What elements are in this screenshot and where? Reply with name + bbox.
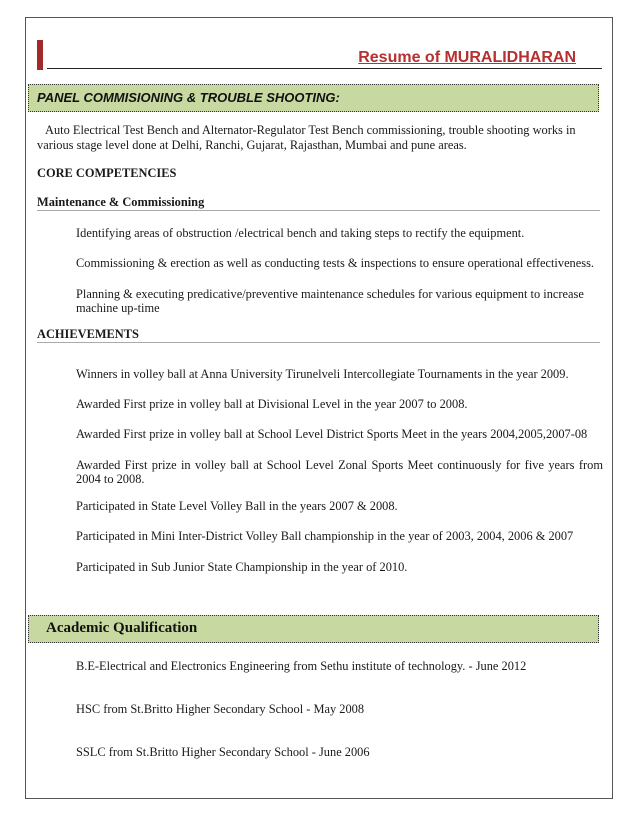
list-item xyxy=(58,560,603,574)
header-accent-bar xyxy=(37,40,43,70)
list-item-text: Commissioning & erection as well as conducting tests & inspections to ensure operational effectiveness. xyxy=(76,256,594,270)
achievements-divider xyxy=(37,342,600,343)
list-item-text: Planning & executing predicative/preventive maintenance schedules for various equipment to increase machine up-time xyxy=(76,287,584,315)
academic-section-band xyxy=(28,615,599,643)
list-item xyxy=(58,529,603,543)
list-item-text: Identifying areas of obstruction /electrical bench and taking steps to rectify the equipment. xyxy=(76,226,525,240)
core-divider xyxy=(37,210,600,211)
panel-section-band xyxy=(28,84,599,112)
list-item-text: HSC from St.Britto Higher Secondary School - May 2008 xyxy=(76,702,365,716)
achievements-heading: ACHIEVEMENTS xyxy=(37,327,139,341)
list-item-text: Awarded First prize in volley ball at School Level Zonal Sports Meet continuously for five years from 2004 to 2008. xyxy=(76,458,603,486)
list-item xyxy=(58,499,603,513)
list-item-text: B.E-Electrical and Electronics Engineering from Sethu institute of technology. - June 2012 xyxy=(76,659,527,673)
list-item-text: Awarded First prize in volley ball at School Level District Sports Meet in the years 2004,2005,2007-08 xyxy=(76,427,588,441)
list-item xyxy=(58,458,603,486)
list-item xyxy=(58,367,603,381)
list-item xyxy=(58,702,603,716)
panel-section-heading: PANEL COMMISIONING & TROUBLE SHOOTING: xyxy=(37,90,340,105)
list-item-text: Participated in State Level Volley Ball in the years 2007 & 2008. xyxy=(76,499,398,513)
list-item-text: Participated in Sub Junior State Championship in the year of 2010. xyxy=(76,560,408,574)
list-item-text: Awarded First prize in volley ball at Divisional Level in the year 2007 to 2008. xyxy=(76,397,468,411)
resume-header xyxy=(37,40,602,71)
list-item-text: Winners in volley ball at Anna University Tirunelveli Intercollegiate Tournaments in the year 2009. xyxy=(76,367,569,381)
header-rule xyxy=(47,68,602,69)
list-item xyxy=(58,226,603,240)
maintenance-subheading: Maintenance & Commissioning xyxy=(37,195,205,209)
academic-heading: Academic Qualification xyxy=(46,620,198,636)
list-item xyxy=(58,287,603,315)
panel-section-text: Auto Electrical Test Bench and Alternator-Regulator Test Bench commissioning, trouble shooting works in various stage level done at Delhi, Ranchi, Gujarat, Rajasthan, Mumbai and pune areas. xyxy=(37,123,576,152)
list-item xyxy=(58,659,603,673)
list-item xyxy=(58,256,603,270)
resume-title: Resume of MURALIDHARAN xyxy=(358,49,576,66)
list-item xyxy=(58,427,603,441)
list-item xyxy=(58,397,603,411)
list-item-text: SSLC from St.Britto Higher Secondary School - June 2006 xyxy=(76,745,370,759)
list-item-text: Participated in Mini Inter-District Volley Ball championship in the year of 2003, 2004, 2006 & 2007 xyxy=(76,529,574,543)
list-item xyxy=(58,745,603,759)
core-competencies-heading: CORE COMPETENCIES xyxy=(37,166,177,180)
